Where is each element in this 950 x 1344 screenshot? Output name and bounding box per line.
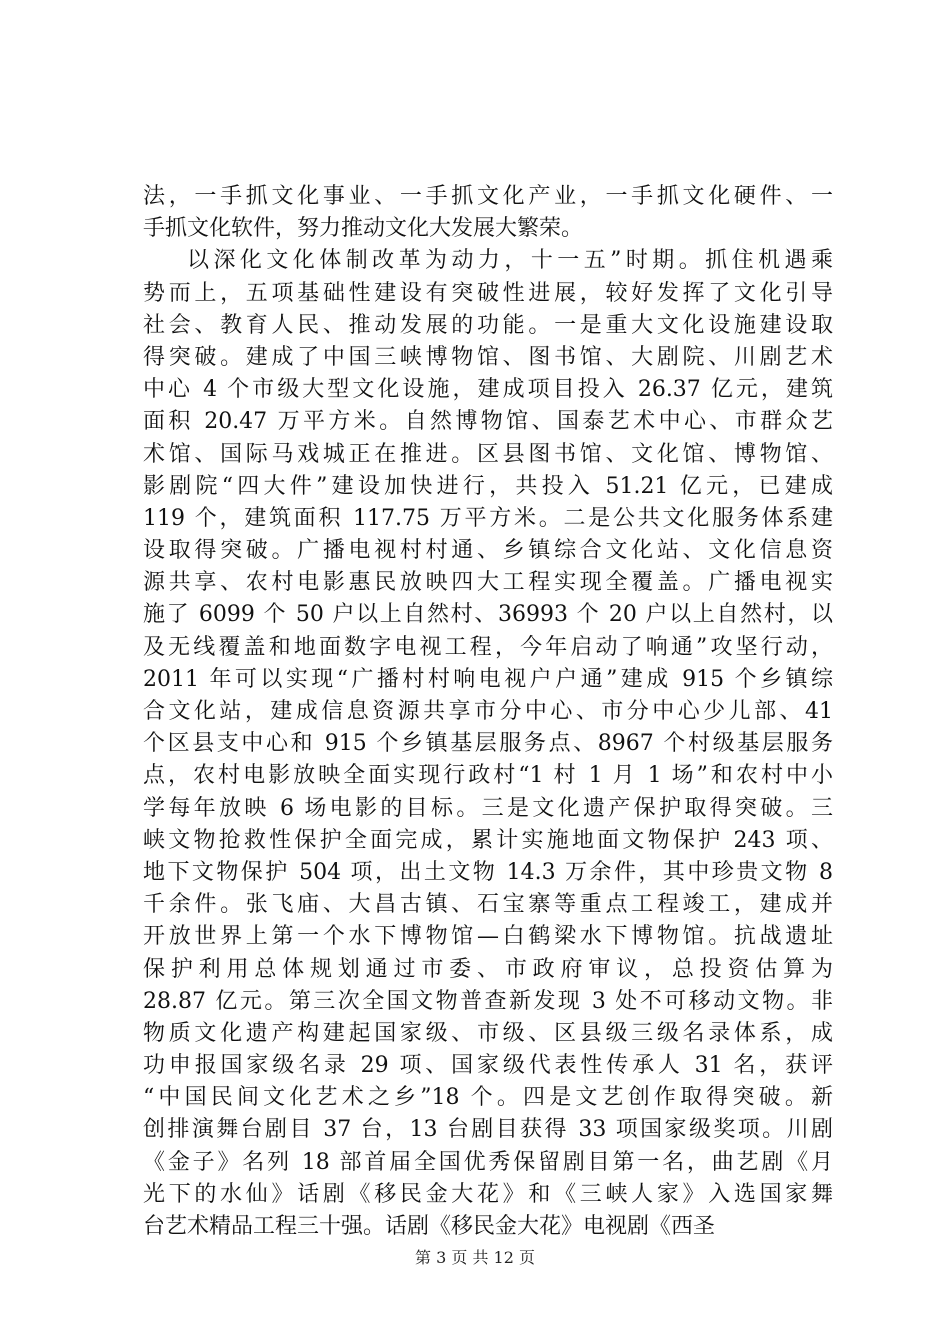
paragraph-2-line: 设取得突破。广播电视村村通、乡镇综合文化站、文化信息资 [143, 538, 833, 564]
paragraph-2-line: 影剧院“四大件”建设加快进行，共投入 51.21 亿元，已建成 [143, 473, 833, 499]
paragraph-2-line: 119 个，建筑面积 117.75 万平方米。二是公共文化服务体系建 [143, 505, 833, 531]
paragraph-2-line: 2011 年可以实现“广播村村响电视户户通”建成 915 个乡镇综 [143, 666, 833, 692]
paragraph-2-line: 社会、教育人民、推动发展的功能。一是重大文化设施建设取 [143, 312, 833, 338]
paragraph-2-line: 光下的水仙》话剧《移民金大花》和《三峡人家》入选国家舞 [143, 1181, 833, 1207]
paragraph-2-line: 及无线覆盖和地面数字电视工程，今年启动了响通”攻坚行动， [143, 634, 833, 660]
paragraph-2-line: 面积 20.47 万平方米。自然博物馆、国泰艺术中心、市群众艺 [143, 409, 833, 435]
paragraph-1-line: 法，一手抓文化事业、一手抓文化产业，一手抓文化硬件、一 [143, 184, 833, 209]
paragraph-2-line: 创排演舞台剧目 37 台，13 台剧目获得 33 项国家级奖项。川剧 [143, 1117, 833, 1143]
paragraph-2-line: 学每年放映 6 场电影的目标。三是文化遗产保护取得突破。三 [143, 795, 833, 821]
paragraph-2-line: 源共享、农村电影惠民放映四大工程实现全覆盖。广播电视实 [143, 570, 833, 596]
paragraph-2-line: 个区县支中心和 915 个乡镇基层服务点、8967 个村级基层服务 [143, 731, 833, 757]
paragraph-2-line: 点，农村电影放映全面实现行政村“1 村 1 月 1 场”和农村中小 [143, 763, 833, 789]
paragraph-2-line: “中国民间文化艺术之乡”18 个。四是文艺创作取得突破。新 [143, 1085, 833, 1111]
paragraph-2-line: 《金子》名列 18 部首届全国优秀保留剧目第一名，曲艺剧《月 [143, 1149, 833, 1175]
paragraph-2-line: 势而上，五项基础性建设有突破性进展，较好发挥了文化引导 [143, 280, 833, 306]
paragraph-2-line: 峡文物抢救性保护全面完成，累计实施地面文物保护 243 项、 [143, 827, 833, 853]
paragraph-2-line: 施了 6099 个 50 户以上自然村、36993 个 20 户以上自然村，以 [143, 602, 833, 628]
paragraph-2-line: 28.87 亿元。第三次全国文物普查新发现 3 处不可移动文物。非 [143, 988, 833, 1014]
page-footer: 第 3 页 共 12 页 [415, 1248, 535, 1267]
paragraph-2-line: 台艺术精品工程三十强。话剧《移民金大花》电视剧《西圣 [143, 1214, 716, 1239]
paragraph-2-line: 功申报国家级名录 29 项、国家级代表性传承人 31 名，获评 [143, 1053, 833, 1079]
paragraph-2-line: 开放世界上第一个水下博物馆—白鹤梁水下博物馆。抗战遗址 [143, 924, 833, 950]
paragraph-2-line: 地下文物保护 504 项，出土文物 14.3 万余件，其中珍贵文物 8 [143, 859, 833, 885]
paragraph-2-line: 以深化文化体制改革为动力，十一五”时期。抓住机遇乘 [187, 248, 833, 274]
paragraph-2-line: 千余件。张飞庙、大昌古镇、石宝寨等重点工程竣工，建成并 [143, 892, 833, 918]
paragraph-2-line: 保护利用总体规划通过市委、市政府审议，总投资估算为 [143, 956, 833, 982]
paragraph-2-line: 合文化站，建成信息资源共享市分中心、市分中心少儿部、41 [143, 699, 833, 724]
paragraph-2-line: 得突破。建成了中国三峡博物馆、图书馆、大剧院、川剧艺术 [143, 344, 833, 370]
paragraph-2-line: 物质文化遗产构建起国家级、市级、区县级三级名录体系，成 [143, 1020, 833, 1046]
paragraph-2-line: 中心 4 个市级大型文化设施，建成项目投入 26.37 亿元，建筑 [143, 377, 833, 403]
paragraph-1-line: 手抓文化软件，努力推动文化大发展大繁荣。 [143, 216, 584, 242]
body-text [143, 181, 833, 1243]
paragraph-2-line: 术馆、国际马戏城正在推进。区县图书馆、文化馆、博物馆、 [143, 441, 833, 467]
